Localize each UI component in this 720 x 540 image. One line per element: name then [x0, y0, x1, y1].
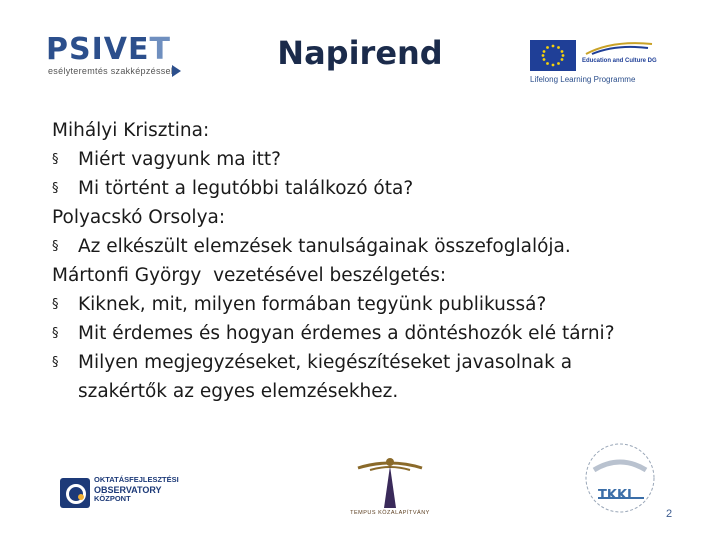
bullet-icon: §	[52, 152, 59, 167]
page-number: 2	[666, 508, 673, 520]
observatory-line2: OBSERVATORY	[94, 484, 162, 495]
agenda-bullet	[52, 174, 692, 203]
agenda-bullet	[52, 232, 692, 261]
eu-flag-icon	[530, 40, 576, 71]
bullet-icon: §	[52, 181, 59, 196]
agenda-list	[52, 116, 692, 406]
agenda-bullet-text: Mit érdemes és hogyan érdemes a döntéshozók elé tárni?	[78, 323, 615, 344]
agenda-bullet	[52, 290, 692, 319]
psivet-tagline: esélyteremtés szakképzéssel	[48, 66, 174, 76]
agenda-bullet	[52, 348, 638, 406]
tempus-text: TEMPUS KÖZALAPÍTVÁNY	[350, 510, 430, 516]
tempus-emblem-icon	[348, 454, 432, 510]
tkki-text: TKKI	[598, 488, 632, 503]
agenda-bullet-text: Mi történt a legutóbbi találkozó óta?	[78, 178, 414, 199]
agenda-speaker: Polyacskó Orsolya:	[52, 207, 226, 228]
agenda-speaker: Mihályi Krisztina:	[52, 120, 210, 141]
bullet-icon: §	[52, 326, 59, 341]
agenda-bullet-text: Milyen megjegyzéseket, kiegészítéseket javasolnak a szakértők az egyes elemzésekhez.	[78, 352, 573, 402]
observatory-line1: OKTATÁSFEJLESZTÉSI	[94, 475, 179, 484]
observatory-mark-icon	[60, 478, 90, 508]
tkki-logo	[574, 440, 666, 516]
agenda-bullet	[52, 145, 692, 174]
observatory-line3: KÖZPONT	[94, 493, 131, 503]
page-title: Napirend	[277, 34, 443, 72]
tempus-logo	[348, 454, 432, 520]
agenda-bullet-text: Kiknek, mit, milyen formában tegyünk publikussá?	[78, 294, 547, 315]
bullet-icon: §	[52, 297, 59, 312]
agenda-bullet-text: Az elkészült elemzések tanulságainak összefoglalója.	[78, 236, 571, 257]
agenda-speaker: Mártonfi György vezetésével beszélgetés:	[52, 265, 447, 286]
eu-education-text: Education and Culture DG	[582, 58, 657, 64]
agenda-bullet	[52, 319, 692, 348]
eu-programme-text: Lifelong Learning Programme	[530, 75, 636, 84]
agenda-bullet-text: Miért vagyunk ma itt?	[78, 149, 281, 170]
psivet-logo-word: PSIVE	[46, 32, 150, 67]
bullet-icon: §	[52, 239, 59, 254]
psivet-logo-accent: T	[149, 32, 171, 67]
eu-lifelong-learning-logo	[530, 38, 658, 88]
tkki-emblem-icon	[574, 440, 666, 516]
bullet-icon: §	[52, 355, 59, 370]
psivet-logo	[46, 34, 186, 80]
eu-swoosh-icon	[582, 40, 654, 56]
observatory-logo	[60, 475, 179, 512]
arrow-icon	[172, 65, 181, 77]
